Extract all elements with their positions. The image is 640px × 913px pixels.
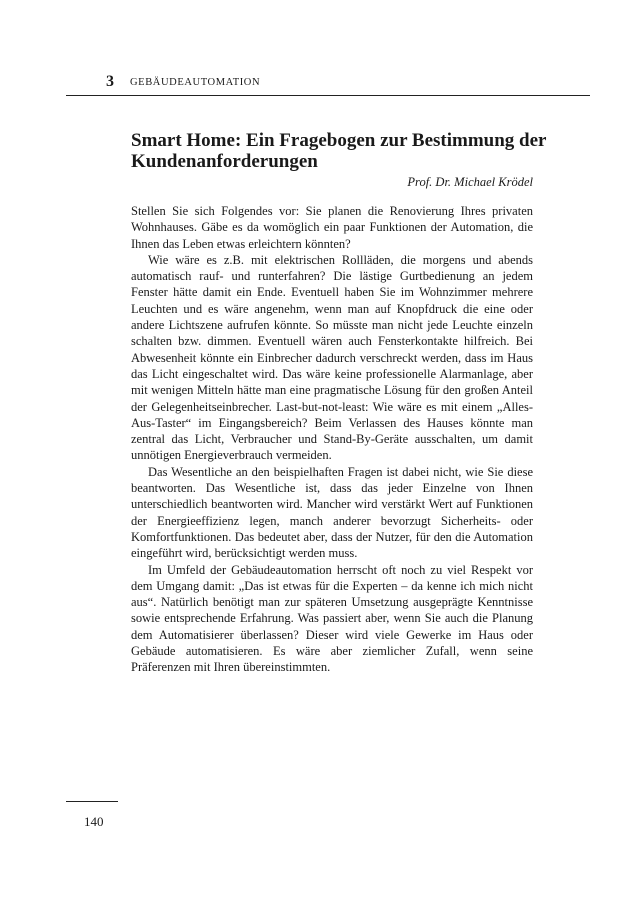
body-paragraph: Wie wäre es z.B. mit elektrischen Rollläden, die morgens und abends automatisch rauf- und runterfahren? Die lästige Gurtbedienung an jedem Fenster hätte damit ein Ende. Eventuell haben Sie im Wohnzimmer mehrere Leuchten und es wäre angenehm, wenn man auf Knopfdruck die eine oder andere Lichtszene aufrufen könnte. So müsste man nicht jede Leuchte einzeln schalten bzw. dimmen. Eventuell wären auch Fensterkontakte hilfreich. Bei Abwesenheit könnte ein Einbrecher dadurch verschreckt werden, dass im Haus das Licht eingeschaltet wird. Das wäre keine professionelle Alarmanlage, aber mit wenigen Mitteln hätte man eine pragmatische Lösung für den großen Anteil der Gelegenheitseinbrecher. Last-but-not-least: Wie wäre es mit einem „Alles-Aus-Taster“ im Eingangsbereich? Beim Verlassen des Hauses könnte man zentral das Licht, Verbraucher und Stand-By-Geräte ausschalten, um damit unnötigen Energieverbrauch vermeiden. [131,252,533,463]
article-body [131,203,533,676]
running-header [66,73,590,96]
chapter-title: GEBÄUDEAUTOMATION [130,77,261,88]
page-number: 140 [84,814,104,829]
footer-divider [66,801,118,802]
article-author: Prof. Dr. Michael Krödel [407,175,533,189]
article-title: Smart Home: Ein Fragebogen zur Bestimmung der Kundenanforderungen [131,130,547,172]
body-paragraph: Im Umfeld der Gebäudeautomation herrscht oft noch zu viel Respekt vor dem Umgang damit: „Das ist etwas für die Experten – da kenne ich mich nicht aus“. Natürlich benötigt man zur späteren Umsetzung ausgeprägte Kenntnisse sowie entsprechende Erfahrung. Was passiert aber, wenn Sie auch die Planung dem Automatisierer überlassen? Dieser wird viele Gewerke im Haus oder Gebäude automatisieren. Es wäre aber ziemlicher Zufall, wenn seine Präferenzen mit Ihren übereinstimmten. [131,562,533,675]
body-paragraph: Stellen Sie sich Folgendes vor: Sie planen die Renovierung Ihres privaten Wohnhauses. Gäbe es da womöglich ein paar Funktionen der Automation, die Ihnen das Leben etwas erleichtern könnten? [131,204,533,251]
body-paragraph: Das Wesentliche an den beispielhaften Fragen ist dabei nicht, wie Sie diese beantworten. Das Wesentliche ist, dass das jeder Einzelne von Ihnen unterschiedlich beantworten wird. Mancher wird verstärkt Wert auf Funktionen der Energieeffizienz legen, manch anderer bevorzugt Sicherheits- oder Komfortfunktionen. Das bedeutet aber, dass der Nutzer, für den die Automation eingeführt wird, berücksichtigt werden muss. [131,464,533,561]
chapter-number: 3 [106,73,114,90]
